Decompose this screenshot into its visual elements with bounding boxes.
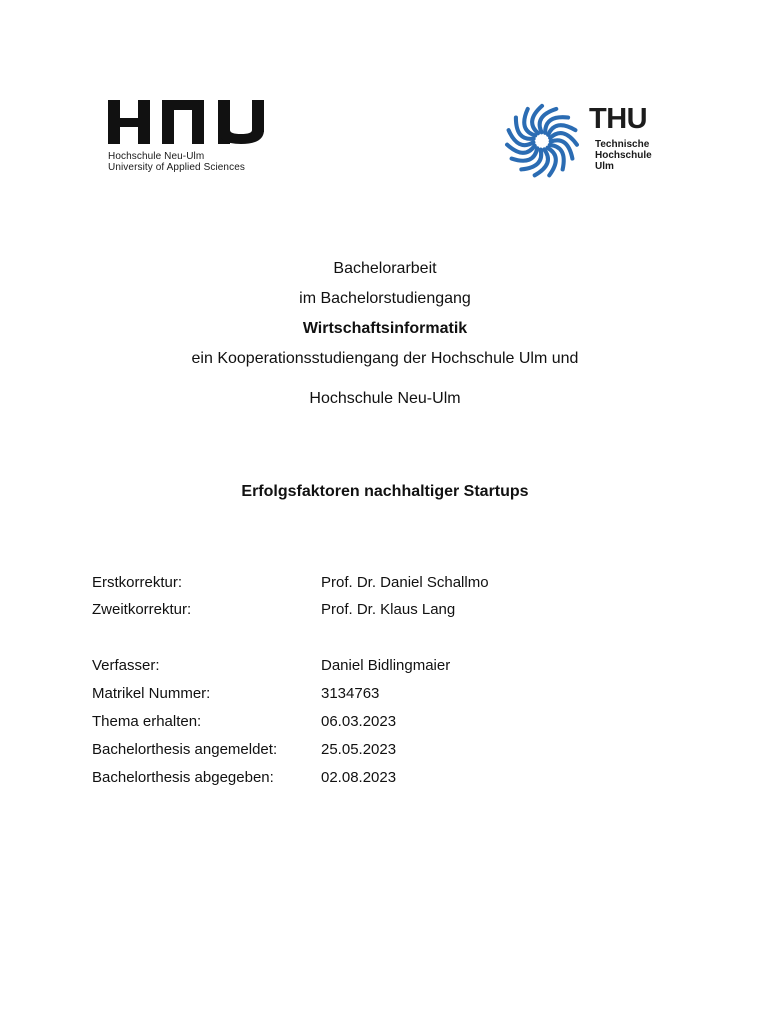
detail-label-registered: Bachelorthesis angemeldet: [92, 741, 278, 758]
detail-label-second-reviewer: Zweitkorrektur: [92, 601, 192, 618]
hnu-name-line: Hochschule Neu-Ulm [108, 151, 205, 162]
detail-label-student-id: Matrikel Nummer: [92, 685, 211, 702]
detail-label-submitted: Bachelorthesis abgegeben: [92, 769, 274, 786]
detail-value-registered: 25.05.2023 [321, 741, 397, 758]
detail-value-topic-received: 06.03.2023 [321, 713, 397, 730]
thu-logo [503, 102, 663, 182]
detail-value-submitted: 02.08.2023 [321, 769, 397, 786]
detail-value-second-reviewer: Prof. Dr. Klaus Lang [321, 601, 456, 618]
detail-label-author: Verfasser: [92, 657, 160, 674]
hnu-logo [108, 100, 278, 173]
thesis-type: Bachelorarbeit [333, 260, 437, 277]
thesis-title: Erfolgsfaktoren nachhaltiger Startups [241, 483, 529, 500]
cooperation-line-2: Hochschule Neu-Ulm [309, 390, 461, 407]
detail-value-first-reviewer: Prof. Dr. Daniel Schallmo [321, 574, 489, 591]
hnu-tagline: University of Applied Sciences [108, 162, 245, 173]
program-name: Wirtschaftsinformatik [302, 320, 468, 337]
thu-name-line-3: Ulm [595, 161, 614, 172]
cooperation-line-1: ein Kooperationsstudiengang der Hochschule Ulm und [191, 350, 579, 367]
thu-name-line-2: Hochschule [595, 150, 652, 161]
hnu-logo-mark-icon [108, 100, 268, 144]
detail-value-student-id: 3134763 [321, 685, 380, 702]
program-intro: im Bachelorstudiengang [299, 290, 471, 307]
detail-label-topic-received: Thema erhalten: [92, 713, 202, 730]
thu-name-line-1: Technische [595, 139, 650, 150]
thu-wordmark: THU [589, 103, 648, 135]
detail-label-first-reviewer: Erstkorrektur: [92, 574, 183, 591]
detail-value-author: Daniel Bidlingmaier [321, 657, 451, 674]
thu-swirl-icon [503, 102, 581, 180]
